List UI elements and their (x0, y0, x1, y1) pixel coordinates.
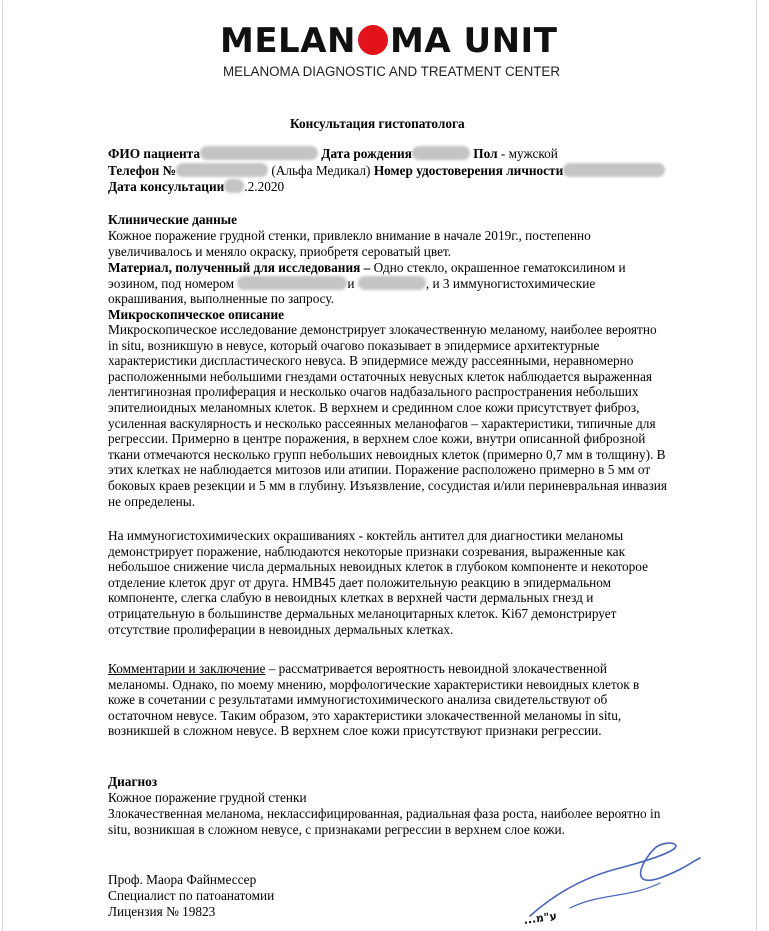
diagnosis-line-2: Злокачественная меланома, неклассифицированная, радиальная фаза роста, наиболее вероятно in situ, возникшая в сложном невусе, с признаками регрессии в верхнем слое кожи. (108, 806, 661, 837)
patient-line-1 (108, 146, 558, 162)
comments-label: Комментарии и заключение (108, 661, 266, 676)
insurer: (Альфа Медикал) (271, 163, 371, 178)
phone-label: Телефон № (108, 163, 176, 178)
clinical-heading: Клинические данные (108, 212, 238, 227)
redacted-dob (412, 146, 470, 160)
material-line-2: эозином, под номером и , и 3 иммуногистохимические (108, 276, 596, 291)
micro-heading: Микроскопическое описание (108, 307, 285, 322)
comments-text: – рассматривается вероятность невоидной злокачественной меланомы. Однако, по моему мнению, морфологические характеристики невоидных клеток в коже в сочетании с результатами иммуногистохимического анализа свидетельствуют об остаточном невусе. Таким образом, это характеристики злокачественной меланомы in situ, возникшей в сложном невусе. В верхнем слое кожи присутствуют признаки регрессии. (108, 661, 640, 739)
patient-line-3 (108, 179, 284, 195)
diagnosis-heading: Диагноз (108, 774, 158, 789)
signer-title: Специалист по патоанатомии (108, 888, 275, 903)
comments (108, 661, 668, 739)
redacted-date (224, 179, 244, 193)
stamp-text: ...ע"מ (522, 909, 558, 927)
dob-label: Дата рождения (321, 146, 412, 161)
redacted-slide-1 (237, 276, 347, 290)
redacted-slide-2 (358, 276, 426, 290)
melanoma-unit-logo (220, 18, 561, 88)
sex-value: - мужской (497, 146, 558, 161)
id-label: Номер удостоверения личности (373, 163, 564, 178)
redacted-phone (176, 163, 268, 177)
date-label: Дата консультации (108, 179, 225, 194)
redacted-id (563, 163, 665, 177)
sex-label: Пол (473, 146, 498, 161)
logo-wordmark: MELAN MA UNIT (220, 21, 558, 61)
patient-line-2 (108, 163, 665, 179)
date-value: .2.2020 (244, 179, 285, 194)
handwritten-signature (510, 838, 710, 928)
logo-subtitle: MELANOMA DIAGNOSTIC AND TREATMENT CENTER (223, 64, 561, 79)
redacted-name (200, 146, 318, 160)
material-line-3: окрашивания, выполненные по запросу. (108, 291, 335, 306)
name-label: ФИО пациента (108, 146, 200, 161)
micro-text-1: Микроскопическое исследование демонстрирует злокачественную меланому, наиболее вероятно in situ, возникшую в невусе, который очагово показывает в эпидермисе архитектурные характеристики диспластического невуса. В эпидермисе между рассеянными, неравномерно расположенными небольшими гнездами остаточных невусных клеток наблюдается выраженная лентигинозная пролиферация и несколько очагов надбазального распространения небольших эпителиоидных меланомных клеток. В верхнем и срединном слое кожи присутствует фиброз, усиленная васкулярность и несколько рассеянных меланофагов – характеристики, типичные для регрессии. Примерно в центре поражения, в верхнем слое кожи, внутри описанной фиброзной ткани отмечаются несколько групп небольших невоидных клеток (примерно 0,7 мм в толщину). В этих клетках не наблюдается митозов или атипии. Поражение расположено примерно в 5 мм от боковых краев резекции и 5 мм в глубину. Изъязвление, сосудистая и/или периневральная инвазия не определены. (108, 322, 668, 509)
clinical-text: Кожное поражение грудной стенки, привлекло внимание в начале 2019г., постепенно увеличивалось и меняло окраску, приобретя сероватый цвет. (108, 228, 591, 259)
logo-red-dot (358, 25, 388, 55)
micro-text-2: На иммуногистохимических окрашиваниях - коктейль антител для диагностики меланомы демонстрирует поражение, наблюдаются некоторые признаки созревания, выраженные как небольшое снижение числа дермальных невоидных клеток в глубоком компоненте и некоторое отделение клеток друг от друга. HMB45 дает положительную реакцию в эпидермальном компоненте, слегка слабую в невоидных клетках в верхней части дермальных гнезд и отрицательную в большинстве дермальных меланоцитарных клеток. Ki67 демонстрирует отсутствие пролиферации в невоидных дермальных клетках. (108, 528, 649, 637)
signer-license: Лицензия № 19823 (108, 904, 216, 919)
signer-name: Проф. Маора Файнмессер (108, 872, 257, 887)
document-title: Консультация гистопатолога (290, 116, 465, 131)
material-label: Материал, полученный для исследования – (108, 260, 374, 275)
diagnosis-line-1: Кожное поражение грудной стенки (108, 790, 307, 805)
material-line-1: Материал, полученный для исследования – Одно стекло, окрашенное гематоксилином и (108, 260, 626, 275)
